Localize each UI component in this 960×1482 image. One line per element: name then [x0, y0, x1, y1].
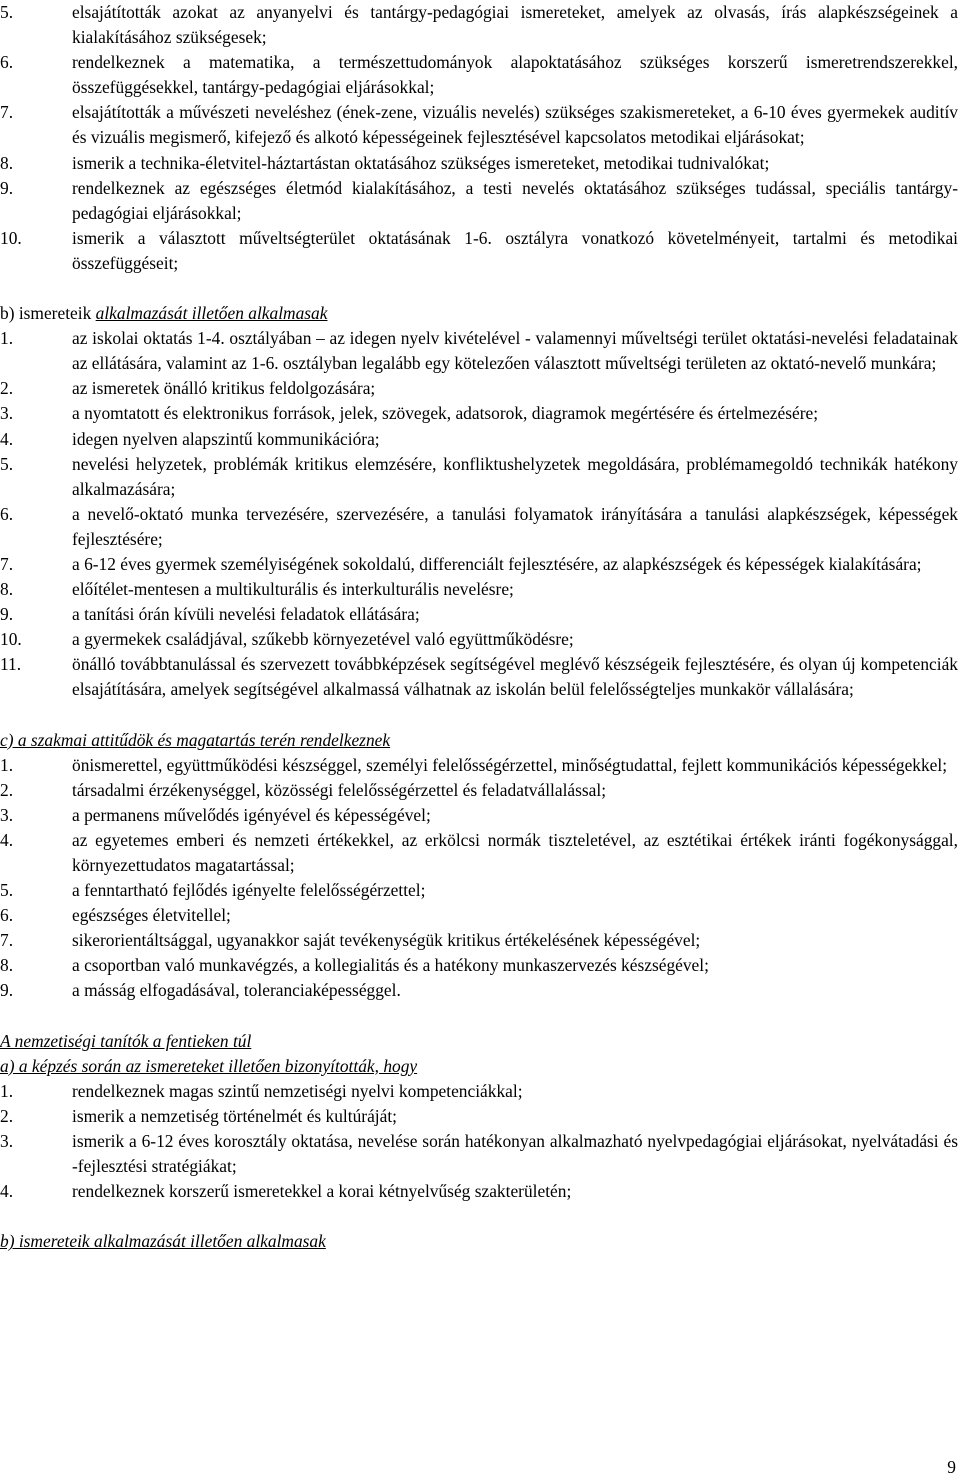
list-item-text: az iskolai oktatás 1-4. osztályában – az idegen nyelv kivételével - valamennyi műveltségi terület oktatási-nevelési feladatainak az ellátására, valamint az 1-6. osztályban legalább egy kötelezően választott műveltségi területen az oktató-nevelő munkára; — [72, 328, 958, 374]
list-item — [0, 427, 958, 452]
list-item-number: 7. — [0, 930, 14, 951]
list-item-number: 11. — [0, 654, 22, 675]
list-item — [0, 928, 958, 953]
list-item — [0, 1179, 958, 1204]
list-item-number: 4. — [0, 428, 14, 449]
section-heading-b — [0, 301, 958, 326]
list-item — [0, 602, 958, 627]
list-item-text: a másság elfogadásával, toleranciaképességgel. — [72, 980, 401, 1001]
list-item — [0, 953, 958, 978]
list-item-number: 3. — [0, 403, 14, 424]
list-item-text: a nyomtatott és elektronikus források, jelek, szövegek, adatsorok, diagramok megértésére és értelmezésére; — [72, 403, 819, 424]
list-item-number: 9. — [0, 604, 14, 625]
list-item-number: 8. — [0, 579, 14, 600]
list-item-number: 10. — [0, 227, 22, 248]
list-item-number: 6. — [0, 503, 14, 524]
list-item-number: 3. — [0, 1130, 14, 1151]
list-item-text: elsajátították azokat az anyanyelvi és tantárgy-pedagógiai ismereteket, amelyek az olvasás, írás alapkészségeinek a kialakításához szükségesek; — [72, 2, 958, 48]
list-item-text: a permanens művelődés igényével és képességével; — [72, 804, 431, 825]
list-item-number: 3. — [0, 804, 14, 825]
list-item — [0, 1079, 958, 1104]
list-item-text: a gyermekek családjával, szűkebb környezetével való együttműködésre; — [72, 629, 574, 650]
list-item-number: 9. — [0, 177, 14, 198]
list-item-text: ismerik a nemzetiség történelmét és kultúráját; — [72, 1105, 397, 1126]
page-number: 9 — [947, 1457, 956, 1477]
list-item-text: elsajátították a művészeti neveléshez (ének-zene, vizuális nevelés) szükséges szakismereteket, a 6-10 éves gyermekek auditív és vizuális megismerő, kifejező és alkotó képességeinek fejlesztésével kapcsolatos metodikai eljárásokat; — [72, 102, 958, 148]
list-item — [0, 552, 958, 577]
list-item-text: a fenntartható fejlődés igényelte felelősségérzettel; — [72, 880, 426, 901]
list-item — [0, 376, 958, 401]
list-item-text: a nevelő-oktató munka tervezésére, szervezésére, a tanulási folyamatok irányítására a tanulási alapkészségek, képességek fejlesztésére; — [72, 503, 958, 549]
section-heading-nemzetisegi-a: a) a képzés során az ismereteket illetően bizonyították, hogy — [0, 1055, 418, 1076]
list-item — [0, 627, 958, 652]
list-item-number: 8. — [0, 955, 14, 976]
list-item-number: 4. — [0, 829, 14, 850]
list-item-number: 5. — [0, 2, 14, 22]
list-item-text: ismerik a választott műveltségterület oktatásának 1-6. osztályra vonatkozó követelményeit, tartalmi és metodikai összefüggéseit; — [72, 227, 958, 273]
list-item-number: 2. — [0, 779, 14, 800]
list-item-text: rendelkeznek a matematika, a természettudományok alapoktatásához szükséges korszerű ismeretrendszerekkel, összefüggésekkel, tantárgy-pedagógiai eljárásokkal; — [72, 52, 958, 98]
list-item-number: 1. — [0, 1080, 14, 1101]
list-item-text: az ismeretek önálló kritikus feldolgozására; — [72, 378, 376, 399]
list-item — [0, 803, 958, 828]
list-item-text: a 6-12 éves gyermek személyiségének sokoldalú, differenciált fejlesztésére, az alapkészségek és képességek kialakítására; — [72, 553, 922, 574]
list-item-text: ismerik a technika-életvitel-háztartástan oktatásához szükséges ismereteket, metodikai tudnivalókat; — [72, 152, 770, 173]
list-item — [0, 326, 958, 376]
competence-list-c — [0, 753, 958, 1004]
list-item — [0, 50, 958, 100]
list-item-text: rendelkeznek magas szintű nemzetiségi nyelvi kompetenciákkal; — [72, 1080, 523, 1101]
list-item-number: 7. — [0, 102, 14, 123]
list-item-number: 7. — [0, 553, 14, 574]
section-heading-b-prefix: b) ismereteik — [0, 303, 96, 324]
section-heading-nemzetisegi-b: b) ismereteik alkalmazását illetően alkalmasak — [0, 1231, 326, 1252]
list-item-text: idegen nyelven alapszintű kommunikációra; — [72, 428, 380, 449]
list-item-number: 5. — [0, 453, 14, 474]
section-heading-c: c) a szakmai attitűdök és magatartás terén rendelkeznek — [0, 729, 391, 750]
list-item — [0, 151, 958, 176]
list-item-text: az egyetemes emberi és nemzeti értékekkel, az erkölcsi normák tiszteletével, az esztétikai értékek iránti fogékonysággal, környezettudatos magatartással; — [72, 829, 958, 875]
list-item — [0, 226, 958, 276]
list-item — [0, 1104, 958, 1129]
list-item — [0, 452, 958, 502]
list-item-text: a tanítási órán kívüli nevelési feladatok ellátására; — [72, 604, 420, 625]
list-item — [0, 753, 958, 778]
list-item-text: sikerorientáltsággal, ugyanakkor saját tevékenységük kritikus értékelésének képességével; — [72, 930, 701, 951]
list-item-number: 8. — [0, 152, 14, 173]
list-item-number: 2. — [0, 378, 14, 399]
list-item-number: 6. — [0, 905, 14, 926]
list-item-text: önálló továbbtanulással és szervezett továbbképzések segítségével meglévő készségeik fejlesztésére, és olyan új kompetenciák elsajátítására, amelyek segítségével alkalmassá válhatnak az iskolán belül felelősségteljes munkakör vállalására; — [72, 654, 958, 700]
list-item — [0, 878, 958, 903]
list-item-text: önismerettel, együttműködési készséggel, személyi felelősségérzettel, minőségtudattal, fejlett kommunikációs képességekkel; — [72, 754, 948, 775]
list-item-text: előítélet-mentesen a multikulturális és interkulturális nevelésre; — [72, 579, 514, 600]
list-item-text: ismerik a 6-12 éves korosztály oktatása, nevelése során hatékonyan alkalmazható nyelvpedagógiai eljárásokat, nyelvátadási és -fejlesztési stratégiákat; — [72, 1130, 958, 1177]
list-item — [0, 652, 958, 702]
list-item-number: 5. — [0, 880, 14, 901]
list-item — [0, 903, 958, 928]
competence-list-b — [0, 326, 958, 702]
list-item-number: 10. — [0, 629, 22, 650]
list-item — [0, 1129, 958, 1179]
list-item — [0, 828, 958, 878]
list-item-text: a csoportban való munkavégzés, a kollegialitás és a hatékony munkaszervezés készségével; — [72, 955, 709, 976]
list-item-text: nevelési helyzetek, problémák kritikus elemzésére, konfliktushelyzetek megoldására, problémamegoldó technikák hatékony alkalmazására; — [72, 453, 958, 499]
list-item-text: rendelkeznek az egészséges életmód kialakításához, a testi nevelés oktatásához szükséges tudással, speciális tantárgy-pedagógiai eljárásokkal; — [72, 177, 958, 223]
list-item — [0, 401, 958, 426]
list-item-number: 4. — [0, 1181, 14, 1202]
list-item-number: 2. — [0, 1105, 14, 1126]
competence-list-nemzetisegi-a — [0, 1079, 958, 1204]
list-item — [0, 176, 958, 226]
list-item — [0, 100, 958, 150]
list-item-text: társadalmi érzékenységgel, közösségi felelősségérzettel és feladatvállalással; — [72, 779, 607, 800]
list-item — [0, 978, 958, 1003]
list-item — [0, 0, 958, 50]
list-item-number: 6. — [0, 52, 14, 73]
section-heading-b-emphasis: alkalmazását illetően alkalmasak — [95, 303, 328, 324]
list-item-number: 1. — [0, 328, 14, 349]
list-item-number: 9. — [0, 980, 14, 1001]
list-item-number: 1. — [0, 754, 14, 775]
section-heading-nemzetisegi: A nemzetiségi tanítók a fentieken túl — [0, 1030, 252, 1051]
list-item — [0, 502, 958, 552]
list-item-text: rendelkeznek korszerű ismeretekkel a korai kétnyelvűség szakterületén; — [72, 1181, 572, 1202]
competence-list-a — [0, 0, 958, 276]
list-item-text: egészséges életvitellel; — [72, 905, 231, 926]
list-item — [0, 778, 958, 803]
list-item — [0, 577, 958, 602]
